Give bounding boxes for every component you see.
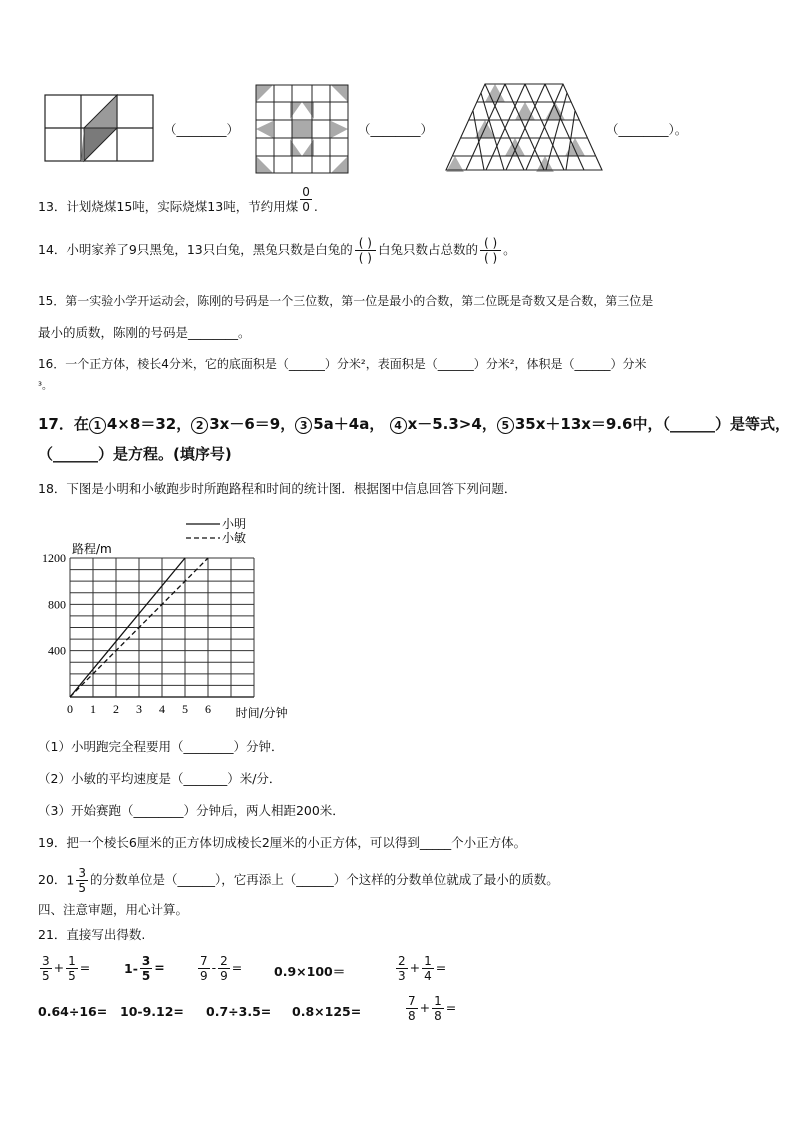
calc-3: $\frac{7}{9}$ - $\frac{2}{9}$ =	[200, 954, 243, 983]
x-tick-label: 3	[136, 702, 142, 716]
calc-6: 0.64÷16=	[38, 1004, 108, 1019]
x-tick-label: 6	[205, 702, 211, 716]
x-tick-label: 5	[182, 702, 188, 716]
x-tick-label: 2	[113, 702, 119, 716]
question-18-sub3: （3）开始赛跑（________）分钟后，两人相距200米．	[38, 803, 345, 818]
x-tick-label: 4	[159, 702, 165, 716]
circled-5: 5	[497, 417, 514, 434]
q14-answer-fraction-2[interactable]: $\frac{( )}{( )}$	[480, 236, 501, 265]
circled-2: 2	[191, 417, 208, 434]
question-18-sub2: （2）小敏的平均速度是（_______）米/分．	[38, 771, 282, 786]
calc-8: 0.7÷3.5=	[206, 1004, 272, 1019]
figure-rectangle-grid	[44, 94, 156, 164]
distance-time-chart	[30, 514, 330, 724]
figure-triangle-trapezoid	[444, 80, 604, 172]
q13-fraction[interactable]: $\frac{0}{0}$	[302, 185, 310, 214]
legend-label: 小明	[222, 517, 247, 531]
circled-4: 4	[390, 417, 407, 434]
x-tick-label: 0	[67, 702, 73, 716]
figure2-answer-blank[interactable]: （________）	[358, 122, 434, 137]
q20-mixed-fraction: $\frac{3}{5}$	[78, 866, 86, 895]
q14-answer-fraction-1[interactable]: $\frac{( )}{( )}$	[355, 236, 376, 265]
calc-7: 10-9.12=	[120, 1004, 184, 1019]
section-4-title: 四、注意审题，用心计算。	[38, 902, 189, 917]
figure1-answer-blank[interactable]: （________）	[164, 122, 240, 137]
y-tick-label: 800	[48, 597, 66, 612]
y-tick-label: 1200	[42, 551, 66, 565]
calc-4: 0.9×100＝	[274, 964, 346, 979]
figure3-answer-blank[interactable]: （________）。	[606, 122, 688, 137]
circled-1: 1	[89, 417, 106, 434]
question-20: 20．1 $\frac{3}{5}$ 的分数单位是（______），它再添上（______）个这样的分数单位就成了最小的质数。	[38, 866, 559, 895]
question-21-title: 21．直接写出得数.	[38, 927, 146, 942]
question-15-line2: 最小的质数，陈刚的号码是________。	[38, 325, 251, 340]
question-18-sub1: （1）小明跑完全程要用（________）分钟．	[38, 739, 284, 754]
question-15-line1: 15．第一实验小学开运动会，陈刚的号码是一个三位数，第一位是最小的合数，第二位既是奇数又是合数，第三位是	[38, 294, 654, 308]
question-17-line2: （______）是方程。(填序号)	[38, 445, 232, 463]
question-19: 19．把一个棱长6厘米的正方体切成棱长2厘米的小正方体，可以得到_____个小正方体。	[38, 835, 527, 850]
calc-2: 1- $\frac{3}{5}$ =	[124, 954, 165, 983]
calc-1: $\frac{3}{5}$ + $\frac{1}{5}$ =	[42, 954, 91, 983]
x-tick-label: 1	[90, 702, 96, 716]
question-17-line1: 17．在 1 4×8＝32， 2 3x－6＝9， 3 5a＋4a， 4 x－5.3>4， 5 35x＋13x＝9.6中，（______）是等式，	[38, 415, 791, 433]
x-axis-label: 时间/分钟	[235, 706, 288, 720]
y-axis-label: 路程/m	[72, 542, 112, 556]
legend-label: 小敏	[222, 531, 247, 545]
calc-9: 0.8×125=	[292, 1004, 362, 1019]
y-tick-label: 400	[48, 643, 66, 658]
question-13: 13．计划烧煤15吨，实际烧煤13吨，节约用煤 $\frac{0}{0}$ .	[38, 185, 318, 214]
question-14: 14．小明家养了9只黑兔，13只白兔，黑兔只数是白兔的 $\frac{( )}{( )}$ 白兔只数占总数的 $\frac{( )}{( )}$ 。	[38, 236, 516, 265]
question-18: 18．下图是小明和小敏跑步时所跑路程和时间的统计图．根据图中信息回答下列问题．	[38, 481, 517, 496]
figure-square-grid	[254, 83, 350, 175]
question-16-line1: 16．一个正方体，棱长4分米，它的底面积是（______）分米²，表面积是（______）分米²，体积是（______）分米	[38, 357, 647, 371]
circled-3: 3	[295, 417, 312, 434]
question-16-line2: ³。	[38, 381, 53, 392]
calc-10: $\frac{7}{8}$ + $\frac{1}{8}$ =	[408, 994, 457, 1023]
calc-5: $\frac{2}{3}$ + $\frac{1}{4}$ =	[398, 954, 447, 983]
